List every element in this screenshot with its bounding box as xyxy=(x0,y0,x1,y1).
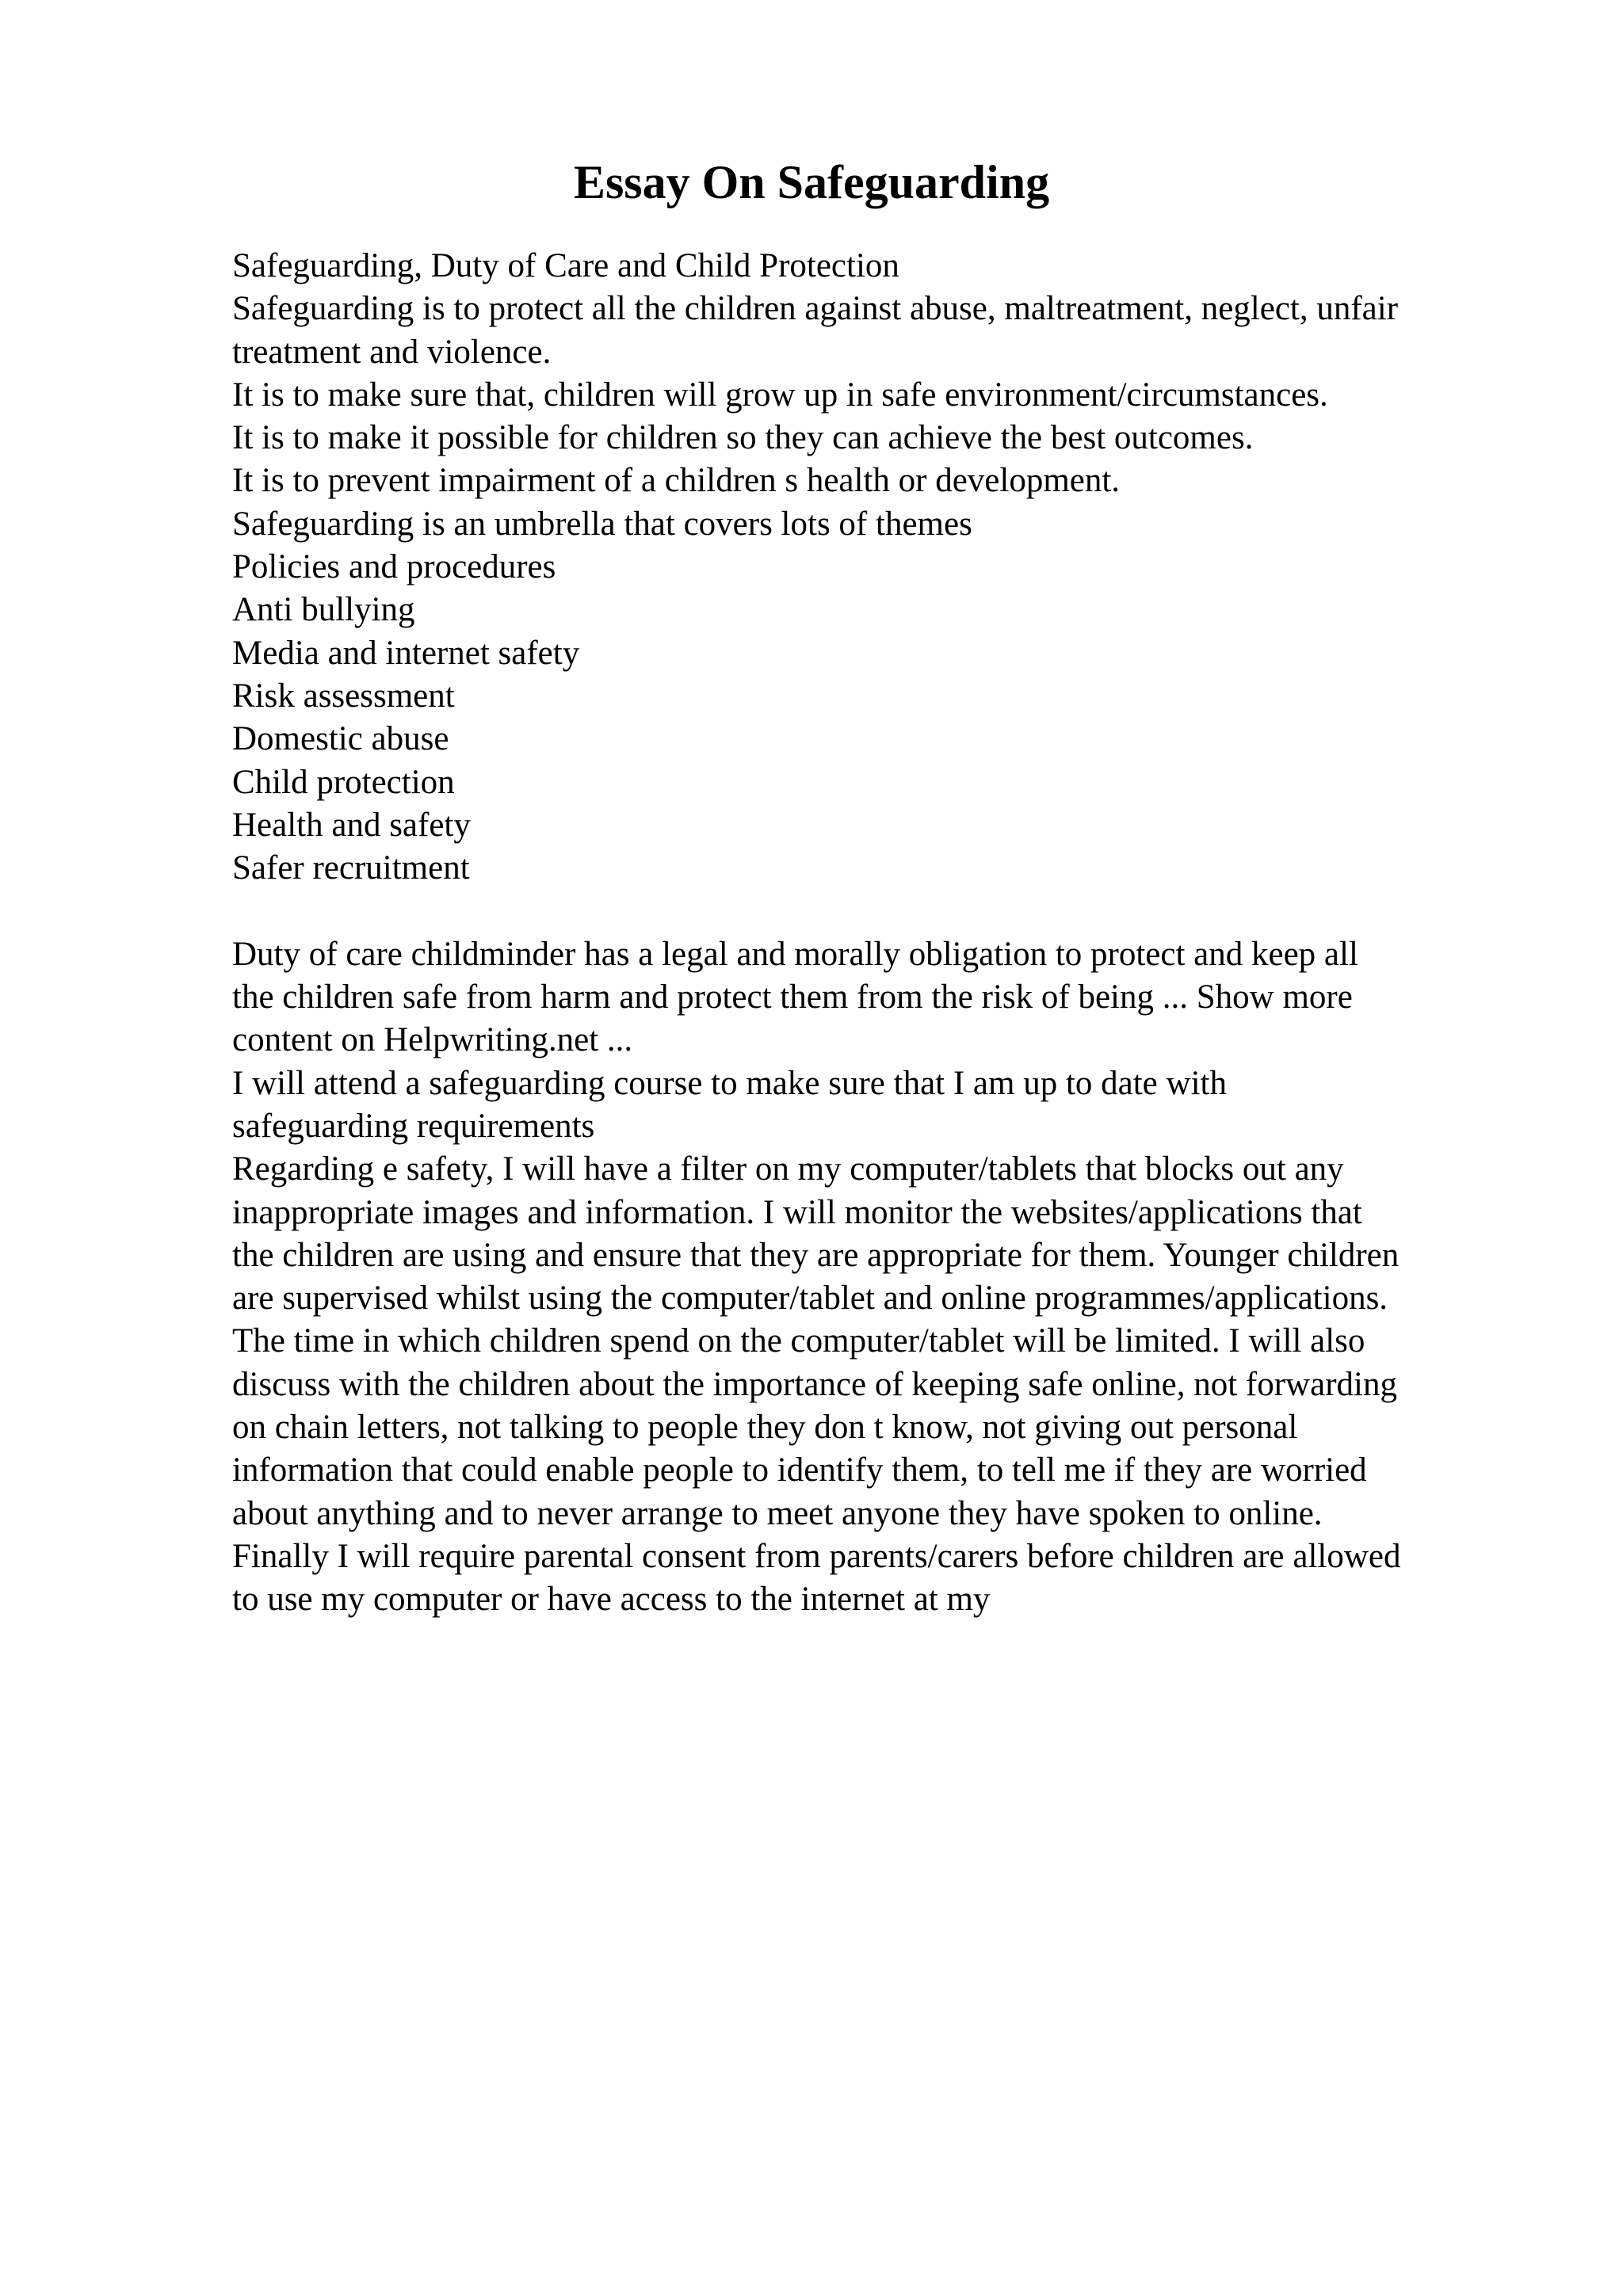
body-line: the children safe from harm and protect them from the risk of being ... Show more xyxy=(232,978,1353,1016)
body-line: treatment and violence. xyxy=(232,333,552,371)
body-line: content on Helpwriting.net ... xyxy=(232,1021,633,1059)
body-line: It is to prevent impairment of a children s health or development. xyxy=(232,462,1121,500)
body-line: inappropriate images and information. I will monitor the websites/applications that xyxy=(232,1193,1362,1231)
body-line: Safeguarding is an umbrella that covers lots of themes xyxy=(232,505,972,543)
body-line: safeguarding requirements xyxy=(232,1107,595,1145)
list-item-safer-recruitment: Safer recruitment xyxy=(232,849,470,887)
body-line: the children are using and ensure that they are appropriate for them. Younger children xyxy=(232,1236,1400,1274)
body-line: about anything and to never arrange to meet anyone they have spoken to online. xyxy=(232,1494,1323,1532)
document-title: Essay On Safeguarding xyxy=(573,156,1050,208)
body-line: are supervised whilst using the computer/tablet and online programmes/applications. xyxy=(232,1280,1388,1318)
body-line: Safeguarding is to protect all the children against abuse, maltreatment, neglect, unfair xyxy=(232,290,1399,328)
list-item-media-internet: Media and internet safety xyxy=(232,634,580,672)
document-body xyxy=(232,245,1532,1622)
list-item-risk-assessment: Risk assessment xyxy=(232,677,455,715)
body-line: Regarding e safety, I will have a filter on my computer/tablets that blocks out any xyxy=(232,1150,1344,1188)
body-line: It is to make sure that, children will grow up in safe environment/circumstances. xyxy=(232,376,1328,414)
body-line: It is to make it possible for children so they can achieve the best outcomes. xyxy=(232,419,1254,457)
list-item-child-protection: Child protection xyxy=(232,763,455,801)
list-item-domestic-abuse: Domestic abuse xyxy=(232,720,449,758)
body-line: Finally I will require parental consent from parents/carers before children are allowed xyxy=(232,1537,1401,1575)
body-line: I will attend a safeguarding course to make sure that I am up to date with xyxy=(232,1064,1227,1102)
list-item-health-safety: Health and safety xyxy=(232,806,471,844)
paragraph-gap xyxy=(232,890,1532,933)
body-line: Safeguarding, Duty of Care and Child Protection xyxy=(232,247,899,284)
body-line: discuss with the children about the importance of keeping safe online, not forwarding xyxy=(232,1365,1397,1403)
list-item-anti-bullying: Anti bullying xyxy=(232,591,415,629)
body-line: on chain letters, not talking to people they don t know, not giving out personal xyxy=(232,1409,1298,1447)
body-line: information that could enable people to identify them, to tell me if they are worried xyxy=(232,1451,1367,1489)
body-line: to use my computer or have access to the internet at my xyxy=(232,1581,991,1619)
body-line: The time in which children spend on the computer/tablet will be limited. I will also xyxy=(232,1322,1365,1360)
body-line: Duty of care childminder has a legal and morally obligation to protect and keep all xyxy=(232,935,1358,973)
list-item-policies: Policies and procedures xyxy=(232,548,556,586)
